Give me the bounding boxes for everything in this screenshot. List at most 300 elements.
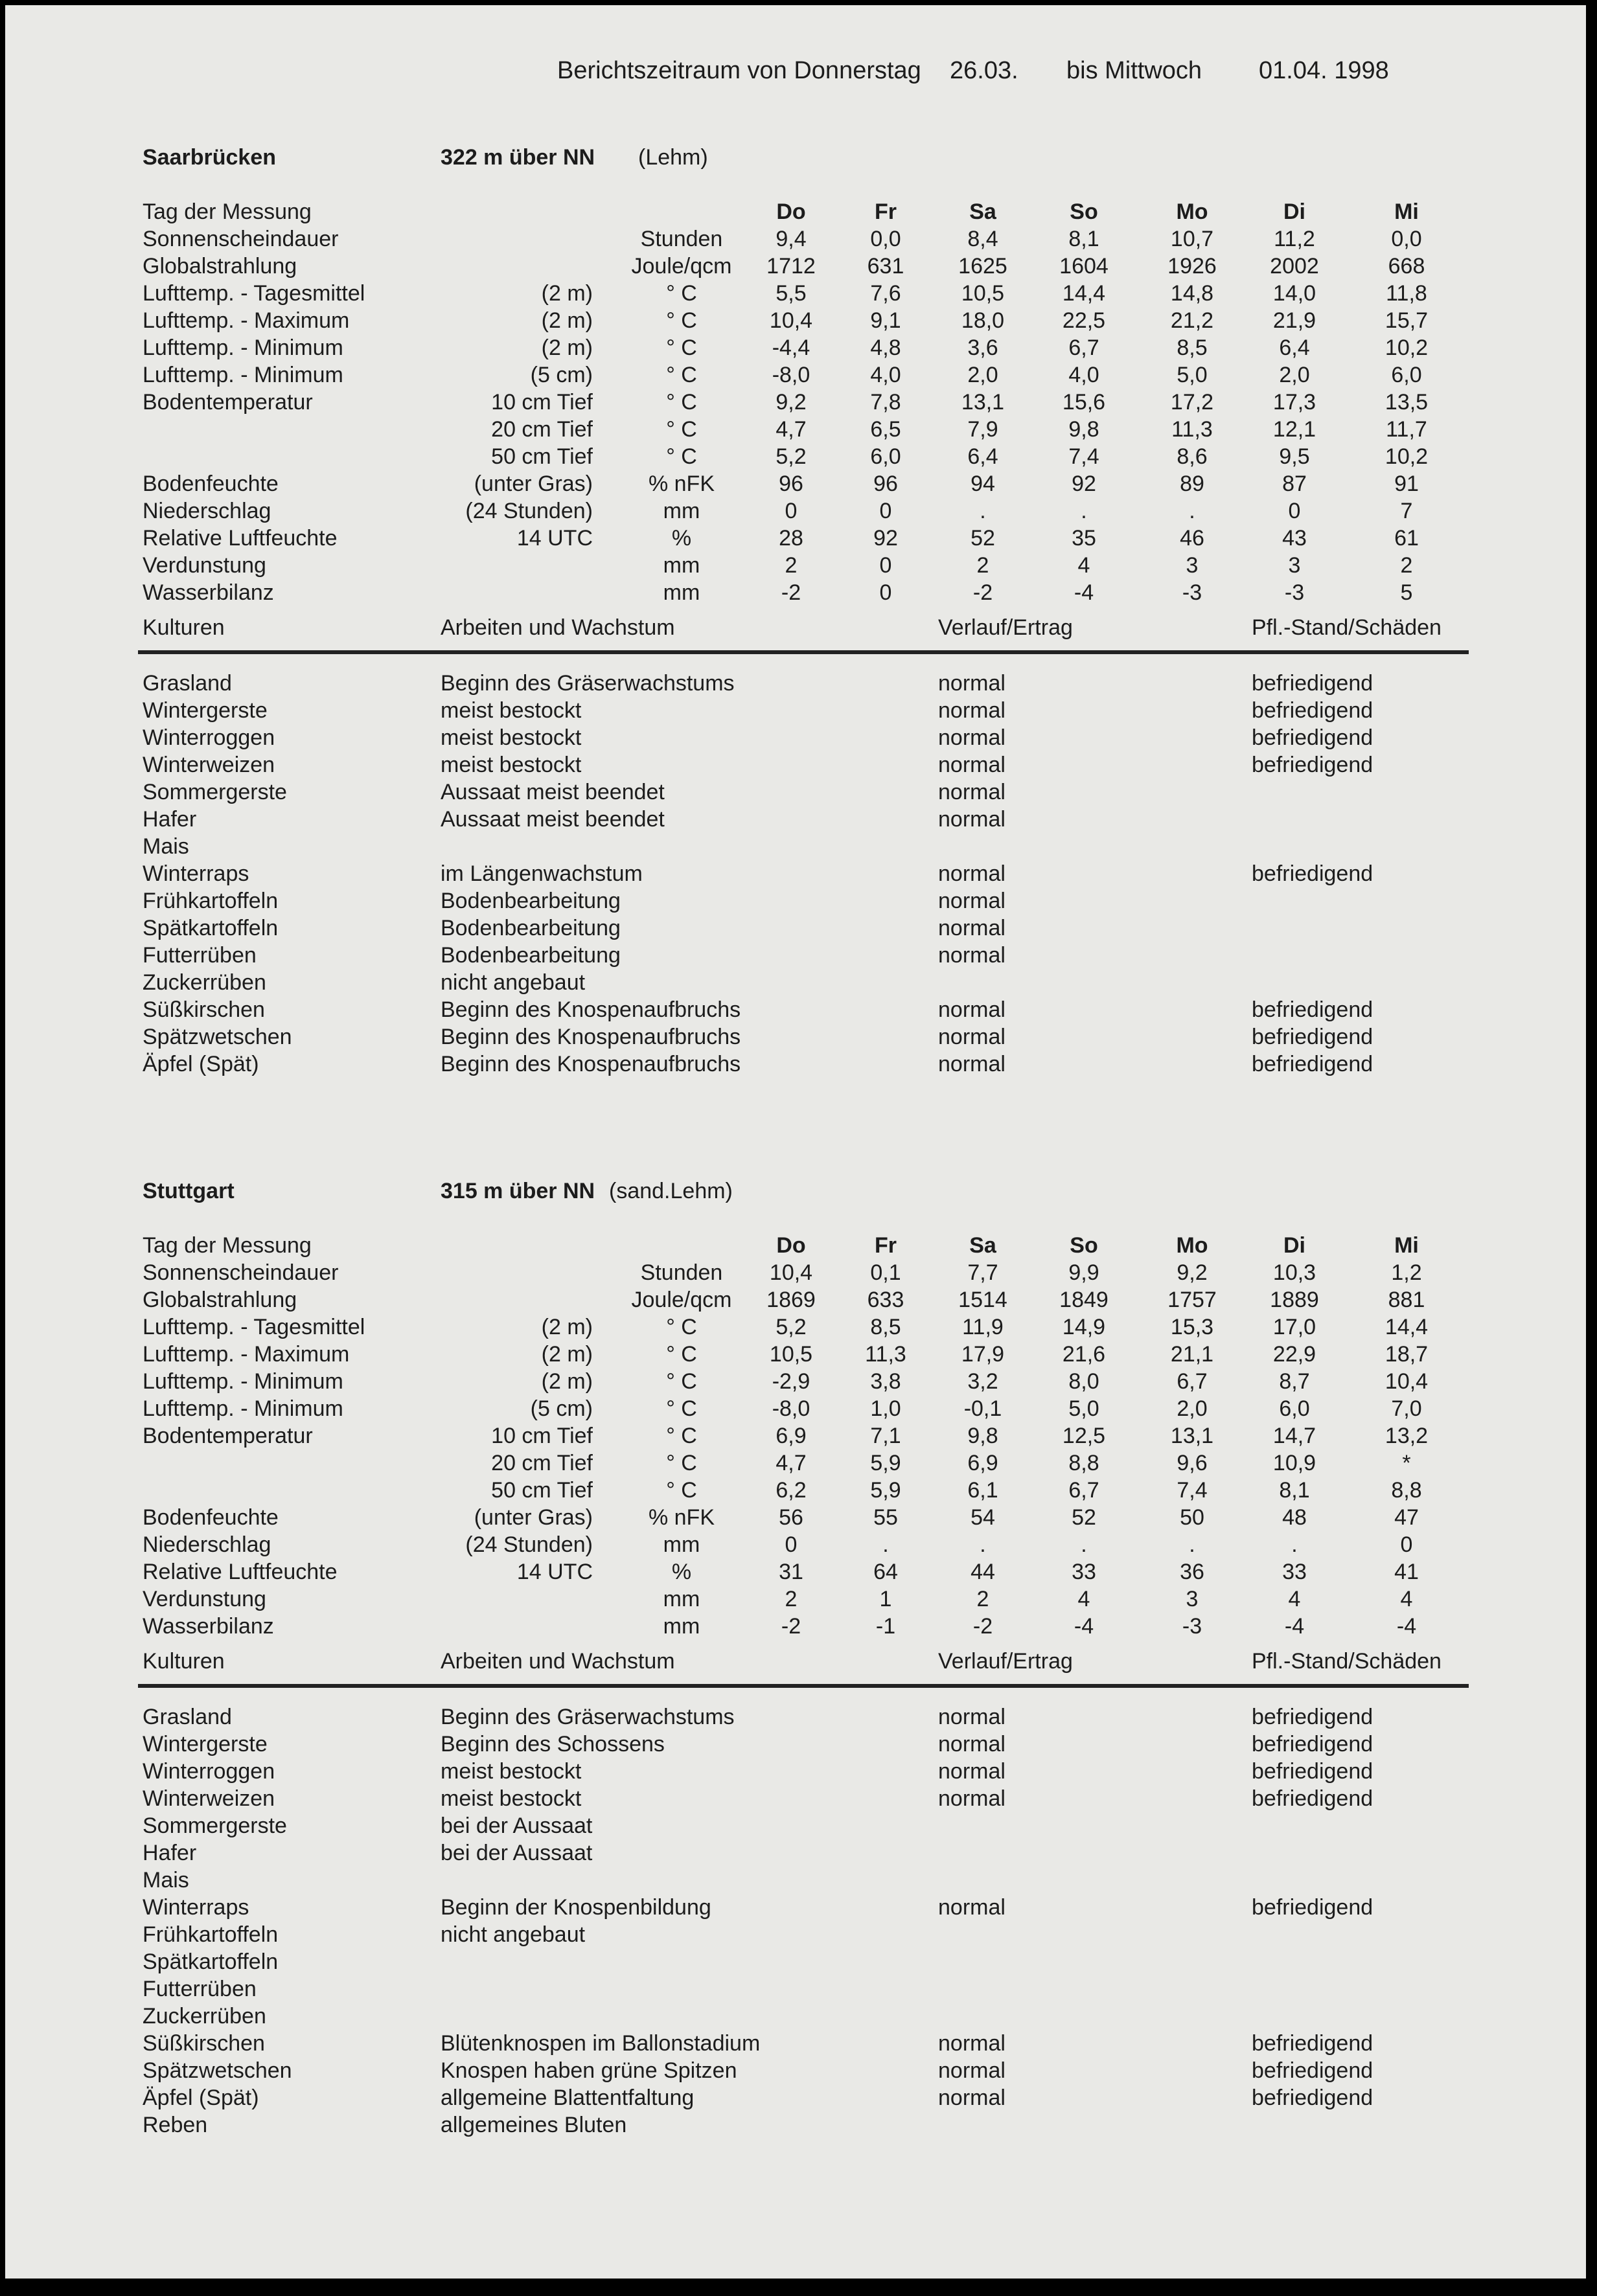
measurement-value: 0 [1288,499,1301,523]
measurement-value: 96 [779,472,803,496]
measurement-value: -4,4 [772,335,810,360]
measurement-value: 14,8 [1170,281,1214,306]
crop-name: Spätkartoffeln [143,916,279,940]
crop-course: normal [938,997,1005,1022]
crop-work: Aussaat meist beendet [441,780,665,804]
measurement-value: 2 [785,553,798,578]
crop-course: normal [938,1052,1005,1076]
measurement-value: 14,9 [1062,1315,1106,1339]
crop-course: normal [938,1895,1005,1920]
crop-work: Bodenbearbeitung [441,916,621,940]
measurement-value: 89 [1180,472,1204,496]
crop-name: Winterweizen [143,753,275,777]
measurement-value: 6,4 [967,444,998,469]
measurement-value: 8,4 [967,227,998,251]
measurement-value: 0 [879,553,892,578]
measurement-label: Lufttemp. - Tagesmittel [143,281,365,306]
measurement-value: 17,9 [961,1342,1005,1367]
measurement-unit: Stunden [640,1260,723,1285]
measurement-value: 18,7 [1384,1342,1429,1367]
header-prefix: Berichtszeitraum von Donnerstag [557,57,921,84]
measurement-unit: ° C [666,1478,697,1503]
measurement-unit: ° C [666,390,697,415]
measurement-value: 8,6 [1177,444,1208,469]
measurement-value: -4 [1074,1614,1094,1639]
measurement-value: 668 [1388,254,1425,278]
measurement-value: 2 [1400,553,1413,578]
measurement-unit: ° C [666,1315,697,1339]
measurement-value: 5,0 [1068,1396,1099,1421]
crop-work: Blütenknospen im Ballonstadium [441,2031,761,2056]
crop-work: Beginn der Knospenbildung [441,1895,711,1920]
crop-name: Äpfel (Spät) [143,1052,259,1076]
measurement-value: 17,2 [1170,390,1214,415]
crop-course: normal [938,2031,1005,2056]
measurement-value: 3,6 [967,335,998,360]
header-end-date: 01.04. 1998 [1259,57,1389,84]
measurement-value: 21,9 [1272,308,1316,333]
measurement-unit: mm [663,1587,700,1611]
crop-name: Wintergerste [143,1732,268,1756]
measurement-value: 92 [873,526,898,551]
measurement-value: 4 [1288,1587,1301,1611]
measurement-value: 6,5 [870,417,901,442]
station-name: Stuttgart [143,1179,235,1203]
measurement-value: * [1402,1451,1411,1475]
measurement-value: -4 [1396,1614,1417,1639]
measurement-unit: mm [663,580,700,605]
measurement-value: 6,0 [1391,363,1422,387]
measurement-label: Bodenfeuchte [143,472,279,496]
crop-state: befriedigend [1252,725,1373,750]
measurement-qualifier: 20 cm Tief [491,1451,593,1475]
measurement-value: 22,9 [1272,1342,1316,1367]
day-header: Do [776,199,806,224]
measurement-value: 1869 [766,1288,816,1312]
measurement-label: Lufttemp. - Minimum [143,1396,343,1421]
crop-header-kulturen: Kulturen [143,615,225,640]
crop-name: Spätkartoffeln [143,1949,279,1974]
measurement-value: . [980,499,986,523]
crop-course: normal [938,916,1005,940]
crop-course: normal [938,725,1005,750]
crop-course: normal [938,2058,1005,2083]
day-header: Sa [969,199,996,224]
day-header: Fr [875,199,897,224]
measurement-value: 1514 [958,1288,1007,1312]
crop-work: nicht angebaut [441,1922,586,1947]
crop-work: Beginn des Knospenaufbruchs [441,1025,741,1049]
measurement-value: 4 [1077,1587,1090,1611]
crop-course: normal [938,753,1005,777]
crop-course: normal [938,1705,1005,1729]
crop-course: normal [938,671,1005,696]
measurement-value: 87 [1282,472,1307,496]
measurement-value: -2 [781,580,801,605]
measurement-value: -0,1 [963,1396,1002,1421]
measurement-value: 52 [971,526,995,551]
crop-name: Futterrüben [143,943,257,968]
crop-name: Reben [143,2113,208,2137]
measurement-value: -8,0 [772,363,810,387]
crop-work: Beginn des Schossens [441,1732,665,1756]
crop-name: Sommergerste [143,1813,287,1838]
crop-course: normal [938,807,1005,832]
crop-name: Grasland [143,671,232,696]
measurement-value: . [980,1532,986,1557]
measurement-value: -8,0 [772,1396,810,1421]
measurement-unit: ° C [666,444,697,469]
measurement-value: 11,9 [962,1315,1004,1339]
measurement-value: 6,0 [870,444,901,469]
measurement-value: 48 [1282,1505,1307,1530]
measurement-value: -2 [781,1614,801,1639]
measurement-value: 2 [976,553,989,578]
measurement-label: Bodentemperatur [143,1424,313,1448]
crop-name: Hafer [143,807,197,832]
crop-work: meist bestockt [441,725,582,750]
measurement-unit: Joule/qcm [631,254,732,278]
crop-course: normal [938,2086,1005,2110]
crop-name: Sommergerste [143,780,287,804]
measurement-value: 1,0 [870,1396,901,1421]
measurement-value: 4 [1077,553,1090,578]
crop-course: normal [938,943,1005,968]
measurement-value: 3 [1186,1587,1199,1611]
measurement-value: 5,2 [776,444,807,469]
measurement-value: 2,0 [1279,363,1310,387]
day-header: Fr [875,1233,897,1258]
measurement-value: 50 [1180,1505,1204,1530]
measurement-qualifier: (unter Gras) [474,1505,593,1530]
measurement-value: 0 [785,1532,798,1557]
measurement-label: Sonnenscheindauer [143,227,339,251]
crop-state: befriedigend [1252,2058,1373,2083]
measurement-value: 15,3 [1170,1315,1214,1339]
measurement-value: 10,4 [1384,1369,1429,1394]
measurement-value: 1604 [1059,254,1109,278]
measurement-value: 5,9 [870,1451,901,1475]
measurement-value: 47 [1394,1505,1419,1530]
crop-name: Wintergerste [143,698,268,723]
measurement-qualifier: (2 m) [541,335,593,360]
measurement-value: 33 [1072,1560,1096,1584]
measurement-value: 5,0 [1177,363,1208,387]
measurement-qualifier: 14 UTC [516,526,593,551]
crop-state: befriedigend [1252,671,1373,696]
measurement-value: 6,9 [776,1424,807,1448]
measurement-value: 1625 [958,254,1007,278]
crop-name: Winterroggen [143,725,275,750]
measurement-value: 56 [779,1505,803,1530]
measurement-value: 28 [779,526,803,551]
measurement-value: 1926 [1167,254,1217,278]
crop-state: befriedigend [1252,1759,1373,1784]
crop-state: befriedigend [1252,698,1373,723]
measurement-unit: mm [663,553,700,578]
crop-state: befriedigend [1252,753,1373,777]
measurement-value: 3,2 [967,1369,998,1394]
measurement-value: 3 [1186,553,1199,578]
day-header: Do [776,1233,806,1258]
measurement-value: 0 [879,580,892,605]
measurement-qualifier: 50 cm Tief [491,444,593,469]
measurement-value: 21,2 [1170,308,1214,333]
crop-name: Mais [143,1868,189,1892]
measurement-value: -2 [972,1614,993,1639]
crop-name: Süßkirschen [143,2031,265,2056]
measurement-value: 1712 [766,254,816,278]
measurement-value: 9,5 [1279,444,1310,469]
station-elevation: 322 m über NN [441,145,595,170]
measurement-value: 22,5 [1062,308,1106,333]
measurement-value: 33 [1282,1560,1307,1584]
crop-state: befriedigend [1252,1705,1373,1729]
measurement-value: 1889 [1270,1288,1319,1312]
measurement-label: Bodentemperatur [143,390,313,415]
measurement-value: 10,5 [769,1342,813,1367]
measurement-qualifier: (unter Gras) [474,472,593,496]
measurement-qualifier: (5 cm) [530,363,593,387]
measurement-value: 9,2 [1177,1260,1208,1285]
measurement-value: 0 [879,499,892,523]
day-header: Di [1283,1233,1305,1258]
measurement-value: 21,1 [1170,1342,1214,1367]
measurement-unit: ° C [666,1451,697,1475]
measurement-value: 11,2 [1274,227,1315,251]
measurement-value: 10,4 [769,308,813,333]
crop-header-arbeiten: Arbeiten und Wachstum [441,615,675,640]
measurement-qualifier: (24 Stunden) [465,499,593,523]
measurement-value: 92 [1072,472,1096,496]
measurement-value: 10,2 [1384,335,1429,360]
crop-header-arbeiten: Arbeiten und Wachstum [441,1649,675,1674]
crop-header-stand: Pfl.-Stand/Schäden [1252,615,1442,640]
crop-work: Beginn des Gräserwachstums [441,671,735,696]
measurement-value: . [882,1532,889,1557]
measurement-unit: ° C [666,335,697,360]
measurement-value: 14,0 [1272,281,1316,306]
measurement-value: 9,9 [1068,1260,1099,1285]
crop-work: bei der Aussaat [441,1841,593,1865]
measurement-value: . [1081,499,1087,523]
measurement-value: 7 [1400,499,1413,523]
measurement-value: 5 [1400,580,1413,605]
measurement-value: 13,2 [1384,1424,1429,1448]
crop-header-stand: Pfl.-Stand/Schäden [1252,1649,1442,1674]
measurement-value: 10,9 [1272,1451,1316,1475]
measurement-value: 41 [1394,1560,1419,1584]
measurement-value: 4 [1400,1587,1413,1611]
measurement-label: Wasserbilanz [143,1614,274,1639]
measurement-value: 1849 [1059,1288,1109,1312]
measurement-value: 8,5 [870,1315,901,1339]
measurement-value: 13,1 [1170,1424,1214,1448]
measurement-label: Niederschlag [143,1532,271,1557]
measurement-value: 7,4 [1068,444,1099,469]
measurement-value: 15,7 [1384,308,1429,333]
measurement-value: 9,8 [967,1424,998,1448]
measurement-value: 1 [879,1587,892,1611]
measurement-label: Niederschlag [143,499,271,523]
measurement-unit: % [671,526,692,551]
measurement-value: -2,9 [772,1369,810,1394]
measurement-label: Relative Luftfeuchte [143,526,338,551]
measurement-value: 10,7 [1170,227,1214,251]
measurement-unit: ° C [666,308,697,333]
crop-header-verlauf: Verlauf/Ertrag [938,1649,1073,1674]
measurement-value: 6,7 [1068,1478,1099,1503]
crop-name: Spätzwetschen [143,1025,292,1049]
measurement-value: 10,5 [961,281,1005,306]
measurement-value: 7,9 [967,417,998,442]
measurement-value: 0,0 [1391,227,1422,251]
measurement-value: 2,0 [967,363,998,387]
measurement-day-label: Tag der Messung [143,199,312,224]
crop-work: meist bestockt [441,753,582,777]
measurement-label: Bodenfeuchte [143,1505,279,1530]
crop-name: Winterweizen [143,1786,275,1811]
day-header: Mi [1394,1233,1419,1258]
measurement-value: 46 [1180,526,1204,551]
day-header: Mi [1394,199,1419,224]
measurement-unit: Joule/qcm [631,1288,732,1312]
measurement-value: 54 [971,1505,995,1530]
measurement-qualifier: (5 cm) [530,1396,593,1421]
measurement-value: 10,4 [769,1260,813,1285]
measurement-value: 36 [1180,1560,1204,1584]
crop-name: Winterroggen [143,1759,275,1784]
measurement-value: 7,1 [870,1424,901,1448]
measurement-value: 8,8 [1391,1478,1422,1503]
crop-work: Beginn des Knospenaufbruchs [441,997,741,1022]
measurement-value: 6,7 [1177,1369,1208,1394]
measurement-value: -3 [1284,580,1305,605]
measurement-label: Wasserbilanz [143,580,274,605]
measurement-value: 94 [971,472,995,496]
measurement-value: 8,8 [1068,1451,1099,1475]
measurement-qualifier: (2 m) [541,1315,593,1339]
measurement-unit: Stunden [640,227,723,251]
crop-work: meist bestockt [441,1759,582,1784]
crop-name: Frühkartoffeln [143,889,279,913]
measurement-value: 2 [785,1587,798,1611]
day-header: So [1070,199,1098,224]
measurement-label: Sonnenscheindauer [143,1260,339,1285]
crop-state: befriedigend [1252,2031,1373,2056]
measurement-unit: ° C [666,281,697,306]
measurement-value: 8,1 [1279,1478,1310,1503]
measurement-value: 4,8 [870,335,901,360]
measurement-label: Verdunstung [143,553,266,578]
measurement-value: 9,2 [776,390,807,415]
measurement-unit: % nFK [648,472,715,496]
crop-name: Winterraps [143,861,249,886]
measurement-value: 633 [867,1288,904,1312]
measurement-value: . [1189,1532,1195,1557]
measurement-value: 55 [873,1505,898,1530]
measurement-unit: mm [663,499,700,523]
crop-work: bei der Aussaat [441,1813,593,1838]
measurement-value: 13,5 [1384,390,1429,415]
station-elevation: 315 m über NN [441,1179,595,1203]
measurement-label: Relative Luftfeuchte [143,1560,338,1584]
measurement-value: 64 [873,1560,898,1584]
measurement-value: 61 [1394,526,1419,551]
measurement-value: 0 [1400,1532,1413,1557]
measurement-value: . [1291,1532,1298,1557]
crop-work: Bodenbearbeitung [441,889,621,913]
measurement-value: 17,0 [1272,1315,1316,1339]
measurement-label: Lufttemp. - Maximum [143,1342,350,1367]
measurement-value: 7,4 [1177,1478,1208,1503]
measurement-qualifier: 50 cm Tief [491,1478,593,1503]
header-mid: bis Mittwoch [1066,57,1202,84]
measurement-qualifier: (24 Stunden) [465,1532,593,1557]
measurement-unit: ° C [666,1396,697,1421]
day-header: Di [1283,199,1305,224]
crop-work: im Längenwachstum [441,861,643,886]
crop-state: befriedigend [1252,1786,1373,1811]
day-header: Mo [1176,1233,1208,1258]
crop-course: normal [938,861,1005,886]
measurement-value: 6,2 [776,1478,807,1503]
measurement-value: 18,0 [961,308,1005,333]
measurement-label: Verdunstung [143,1587,266,1611]
crop-work: meist bestockt [441,1786,582,1811]
measurement-value: 7,7 [967,1260,998,1285]
measurement-value: 6,1 [967,1478,998,1503]
measurement-value: 2,0 [1177,1396,1208,1421]
measurement-value: -4 [1074,580,1094,605]
measurement-value: 6,0 [1279,1396,1310,1421]
day-header: Mo [1176,199,1208,224]
measurement-value: 1,2 [1391,1260,1422,1285]
measurement-value: . [1081,1532,1087,1557]
crop-work: allgemeine Blattentfaltung [441,2086,695,2110]
measurement-value: 7,0 [1391,1396,1422,1421]
measurement-value: 52 [1072,1505,1096,1530]
measurement-unit: ° C [666,1424,697,1448]
measurement-value: 0,1 [870,1260,901,1285]
crop-course: normal [938,1759,1005,1784]
measurement-value: 631 [867,254,904,278]
crop-name: Süßkirschen [143,997,265,1022]
measurement-value: 9,6 [1177,1451,1208,1475]
measurement-value: 9,1 [870,308,901,333]
measurement-value: 5,9 [870,1478,901,1503]
measurement-value: 35 [1072,526,1096,551]
crop-header-verlauf: Verlauf/Ertrag [938,615,1073,640]
measurement-value: 15,6 [1062,390,1106,415]
measurement-value: 4,7 [776,417,807,442]
station-soil: (sand.Lehm) [609,1179,733,1203]
measurement-unit: ° C [666,1369,697,1394]
header-start-date: 26.03. [950,57,1018,84]
measurement-value: 8,0 [1068,1369,1099,1394]
crop-name: Zuckerrüben [143,970,266,995]
measurement-unit: mm [663,1532,700,1557]
measurement-value: 7,6 [870,281,901,306]
measurement-value: 17,3 [1272,390,1316,415]
measurement-value: 0,0 [870,227,901,251]
measurement-value: 2002 [1270,254,1319,278]
measurement-label: Lufttemp. - Minimum [143,1369,343,1394]
crop-course: normal [938,1786,1005,1811]
crop-name: Mais [143,834,189,859]
crop-header-rule [138,1684,1469,1688]
measurement-unit: ° C [666,1342,697,1367]
